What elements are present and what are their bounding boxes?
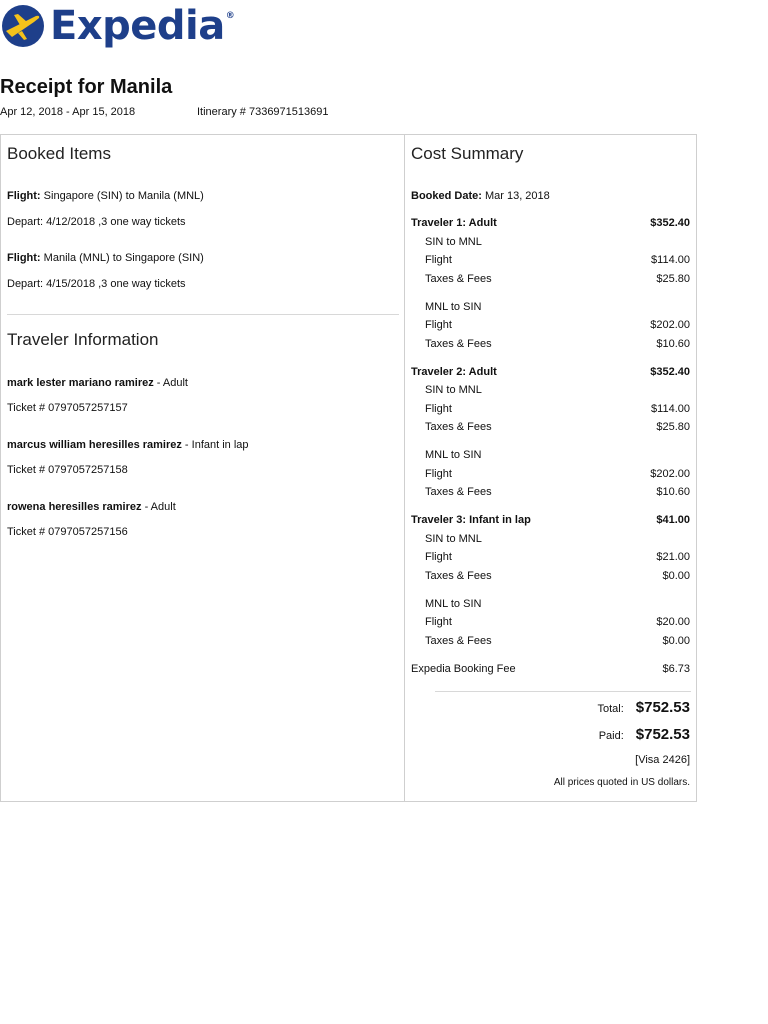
leg-route: SIN to MNL: [425, 384, 482, 396]
booked-date: Booked Date: Mar 13, 2018: [411, 190, 550, 202]
paid-row: Paid: $752.53: [598, 726, 690, 743]
taxes-cost-row: Taxes & Fees $25.80: [425, 421, 690, 433]
traveler-2-ticket: Ticket # 0797057257158: [7, 464, 128, 476]
cost-summary-column: [405, 135, 697, 801]
totals-divider: [435, 691, 691, 692]
booking-fee-row: Expedia Booking Fee $6.73: [411, 663, 690, 675]
flight-cost-row: Flight $21.00: [425, 551, 690, 563]
leg-route: MNL to SIN: [425, 301, 482, 313]
flight-cost-row: Flight $202.00: [425, 468, 690, 480]
traveler-1-ticket: Ticket # 0797057257157: [7, 402, 128, 414]
itinerary-number: Itinerary # 7336971513691: [197, 106, 329, 118]
expedia-logo: [0, 0, 234, 52]
left-column: [1, 135, 404, 801]
leg-route: MNL to SIN: [425, 449, 482, 461]
reg-mark: ®: [225, 11, 235, 21]
taxes-cost-row: Taxes & Fees $0.00: [425, 635, 690, 647]
globe-plane-icon: [0, 3, 46, 49]
taxes-cost-row: Taxes & Fees $0.00: [425, 570, 690, 582]
traveler-1-name: mark lester mariano ramirez - Adult: [7, 377, 188, 389]
flight-cost-row: Flight $202.00: [425, 319, 690, 331]
traveler-2-cost-row: Traveler 2: Adult $352.40: [411, 366, 690, 378]
taxes-cost-row: Taxes & Fees $10.60: [425, 338, 690, 350]
leg-route: MNL to SIN: [425, 598, 482, 610]
payment-method: [Visa 2426]: [635, 754, 690, 766]
trip-dates: Apr 12, 2018 - Apr 15, 2018: [0, 106, 136, 118]
flight-1-depart: Depart: 4/12/2018 ,3 one way tickets: [7, 216, 186, 228]
currency-note: All prices quoted in US dollars.: [553, 777, 690, 788]
traveler-3-ticket: Ticket # 0797057257156: [7, 526, 128, 538]
page-title: Receipt for Manila: [0, 76, 173, 98]
flight-cost-row: Flight $114.00: [425, 403, 690, 415]
traveler-3-name: rowena heresilles ramirez - Adult: [7, 501, 176, 513]
taxes-cost-row: Taxes & Fees $25.80: [425, 273, 690, 285]
traveler-1-cost-row: Traveler 1: Adult $352.40: [411, 217, 690, 229]
flight-2-depart: Depart: 4/15/2018 ,3 one way tickets: [7, 278, 186, 290]
flight-cost-row: Flight $20.00: [425, 616, 690, 628]
traveler-info-heading: Traveler Information: [7, 330, 159, 349]
cost-summary-heading: Cost Summary: [411, 144, 524, 163]
taxes-cost-row: Taxes & Fees $10.60: [425, 486, 690, 498]
brand-name: Expedia®: [50, 3, 235, 49]
receipt-box: [0, 134, 697, 802]
section-divider: [7, 314, 399, 315]
flight-cost-row: Flight $114.00: [425, 254, 690, 266]
leg-route: SIN to MNL: [425, 236, 482, 248]
booked-items-heading: Booked Items: [7, 144, 111, 163]
total-row: Total: $752.53: [597, 699, 690, 716]
leg-route: SIN to MNL: [425, 533, 482, 545]
traveler-2-name: marcus william heresilles ramirez - Infant in lap: [7, 439, 249, 451]
traveler-3-cost-row: Traveler 3: Infant in lap $41.00: [411, 514, 690, 526]
flight-1-route: Flight: Singapore (SIN) to Manila (MNL): [7, 190, 204, 202]
flight-2-route: Flight: Manila (MNL) to Singapore (SIN): [7, 252, 204, 264]
